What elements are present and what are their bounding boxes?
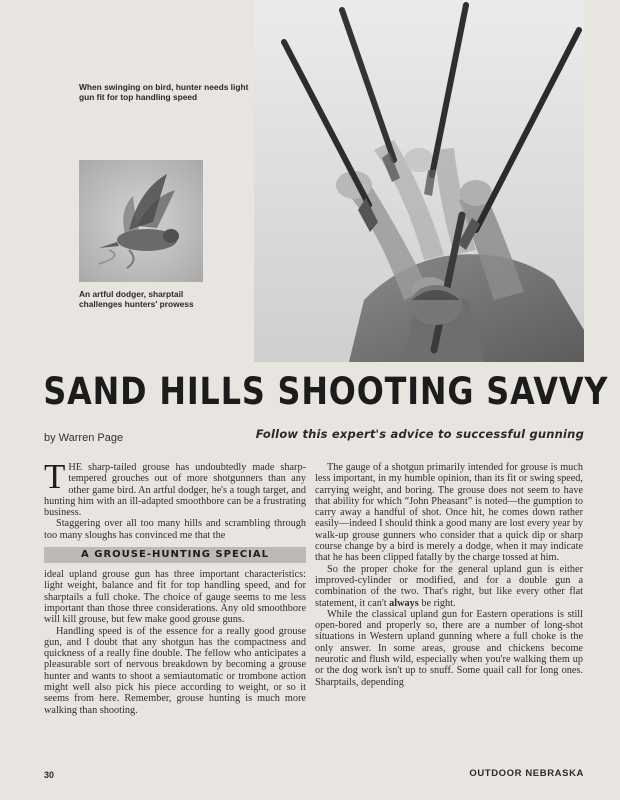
page-number: 30 — [44, 770, 55, 780]
paragraph: While the classical upland gun for Eastern operations is still open-bored and properly so, there are a number of long-shot situations in Western upland gunning where a full choke is the only answer. In some areas, grouse and chickens become neurotic and flush wild, especially when you're walking them up or the dog work isn't up to snuff. Some quail call for long ones. Sharptails, depending — [315, 608, 583, 688]
sharptail-photo — [79, 160, 203, 282]
hunter-swing-photo — [254, 0, 584, 362]
section-heading: A GROUSE-HUNTING SPECIAL — [44, 547, 306, 563]
paragraph: Handling speed is of the essence for a really good grouse gun, and I doubt that any shotgun has the compactness and quickness of a really fine double. The fellow who anticipates a pleasurable sort of nervous breakdown by becoming a grouse hunter and wants to shoot a semiautomatic or trombone action might well also pick his piece according to weight, or so it seems from here. Remember, grouse hunting is much more walking than shooting. — [44, 625, 306, 716]
paragraph: ideal upland grouse gun has three important characteristics: light weight, balance and fit for top handling speed, and for sharptails a full choke. The choice of gauge seems to me less important than those three considerations. Any old smoothbore will kill grouse, but few make good grouse guns. — [44, 569, 306, 626]
left-column — [44, 457, 306, 716]
article-subtitle: Follow this expert's advice to successful gunning — [255, 427, 584, 441]
byline: by Warren Page — [44, 432, 124, 444]
magazine-name: OUTDOOR NEBRASKA — [469, 768, 584, 779]
paragraph-text: HE sharp-tailed grouse has undoubtedly made sharp-tempered grouches out of more shotgunners than any other game bird. An artful dodger, he's a tough target, and hunting him with an ill-adapted smoothbore can be a frustrating business. — [44, 462, 306, 519]
paragraph: The gauge of a shotgun primarily intended for grouse is much less important, in my humble opinion, than its fit or swing speed, carrying weight, and boring. The grouse does not seem to have that ability for which “John Pheasant” is noted—the gumption to carry away a handful of shot. Once hit, he comes down rather easily—indeed I should think a good many are lost every year by walk-up grouse gunners who consider that a quick dip or sharp course change by a bird is merely a dodge, when it may indicate that he has been clipped fatally by the charge tossed at him. — [315, 462, 583, 564]
paragraph: Staggering over all too many hills and scrambling through too many sloughs has convinced me that the — [44, 518, 306, 541]
emphasis-word: always — [389, 597, 419, 609]
paragraph — [315, 564, 583, 609]
paragraph-text: So the proper choke for the general upland gun is either improved-cylinder or modified, and for a double gun a combination of the two. That's right, but like every other flat statement, it can't — [315, 563, 583, 609]
paragraph-text: be right. — [418, 597, 456, 609]
paragraph — [44, 457, 306, 519]
bird-photo-caption: An artful dodger, sharptail challenges hunters' prowess — [79, 289, 194, 309]
article-title: SAND HILLS SHOOTING SAVVY — [43, 370, 609, 413]
gun-photo-caption: When swinging on bird, hunter needs light gun fit for top handling speed — [79, 82, 249, 102]
drop-cap: T — [44, 457, 66, 496]
right-column — [315, 462, 583, 688]
